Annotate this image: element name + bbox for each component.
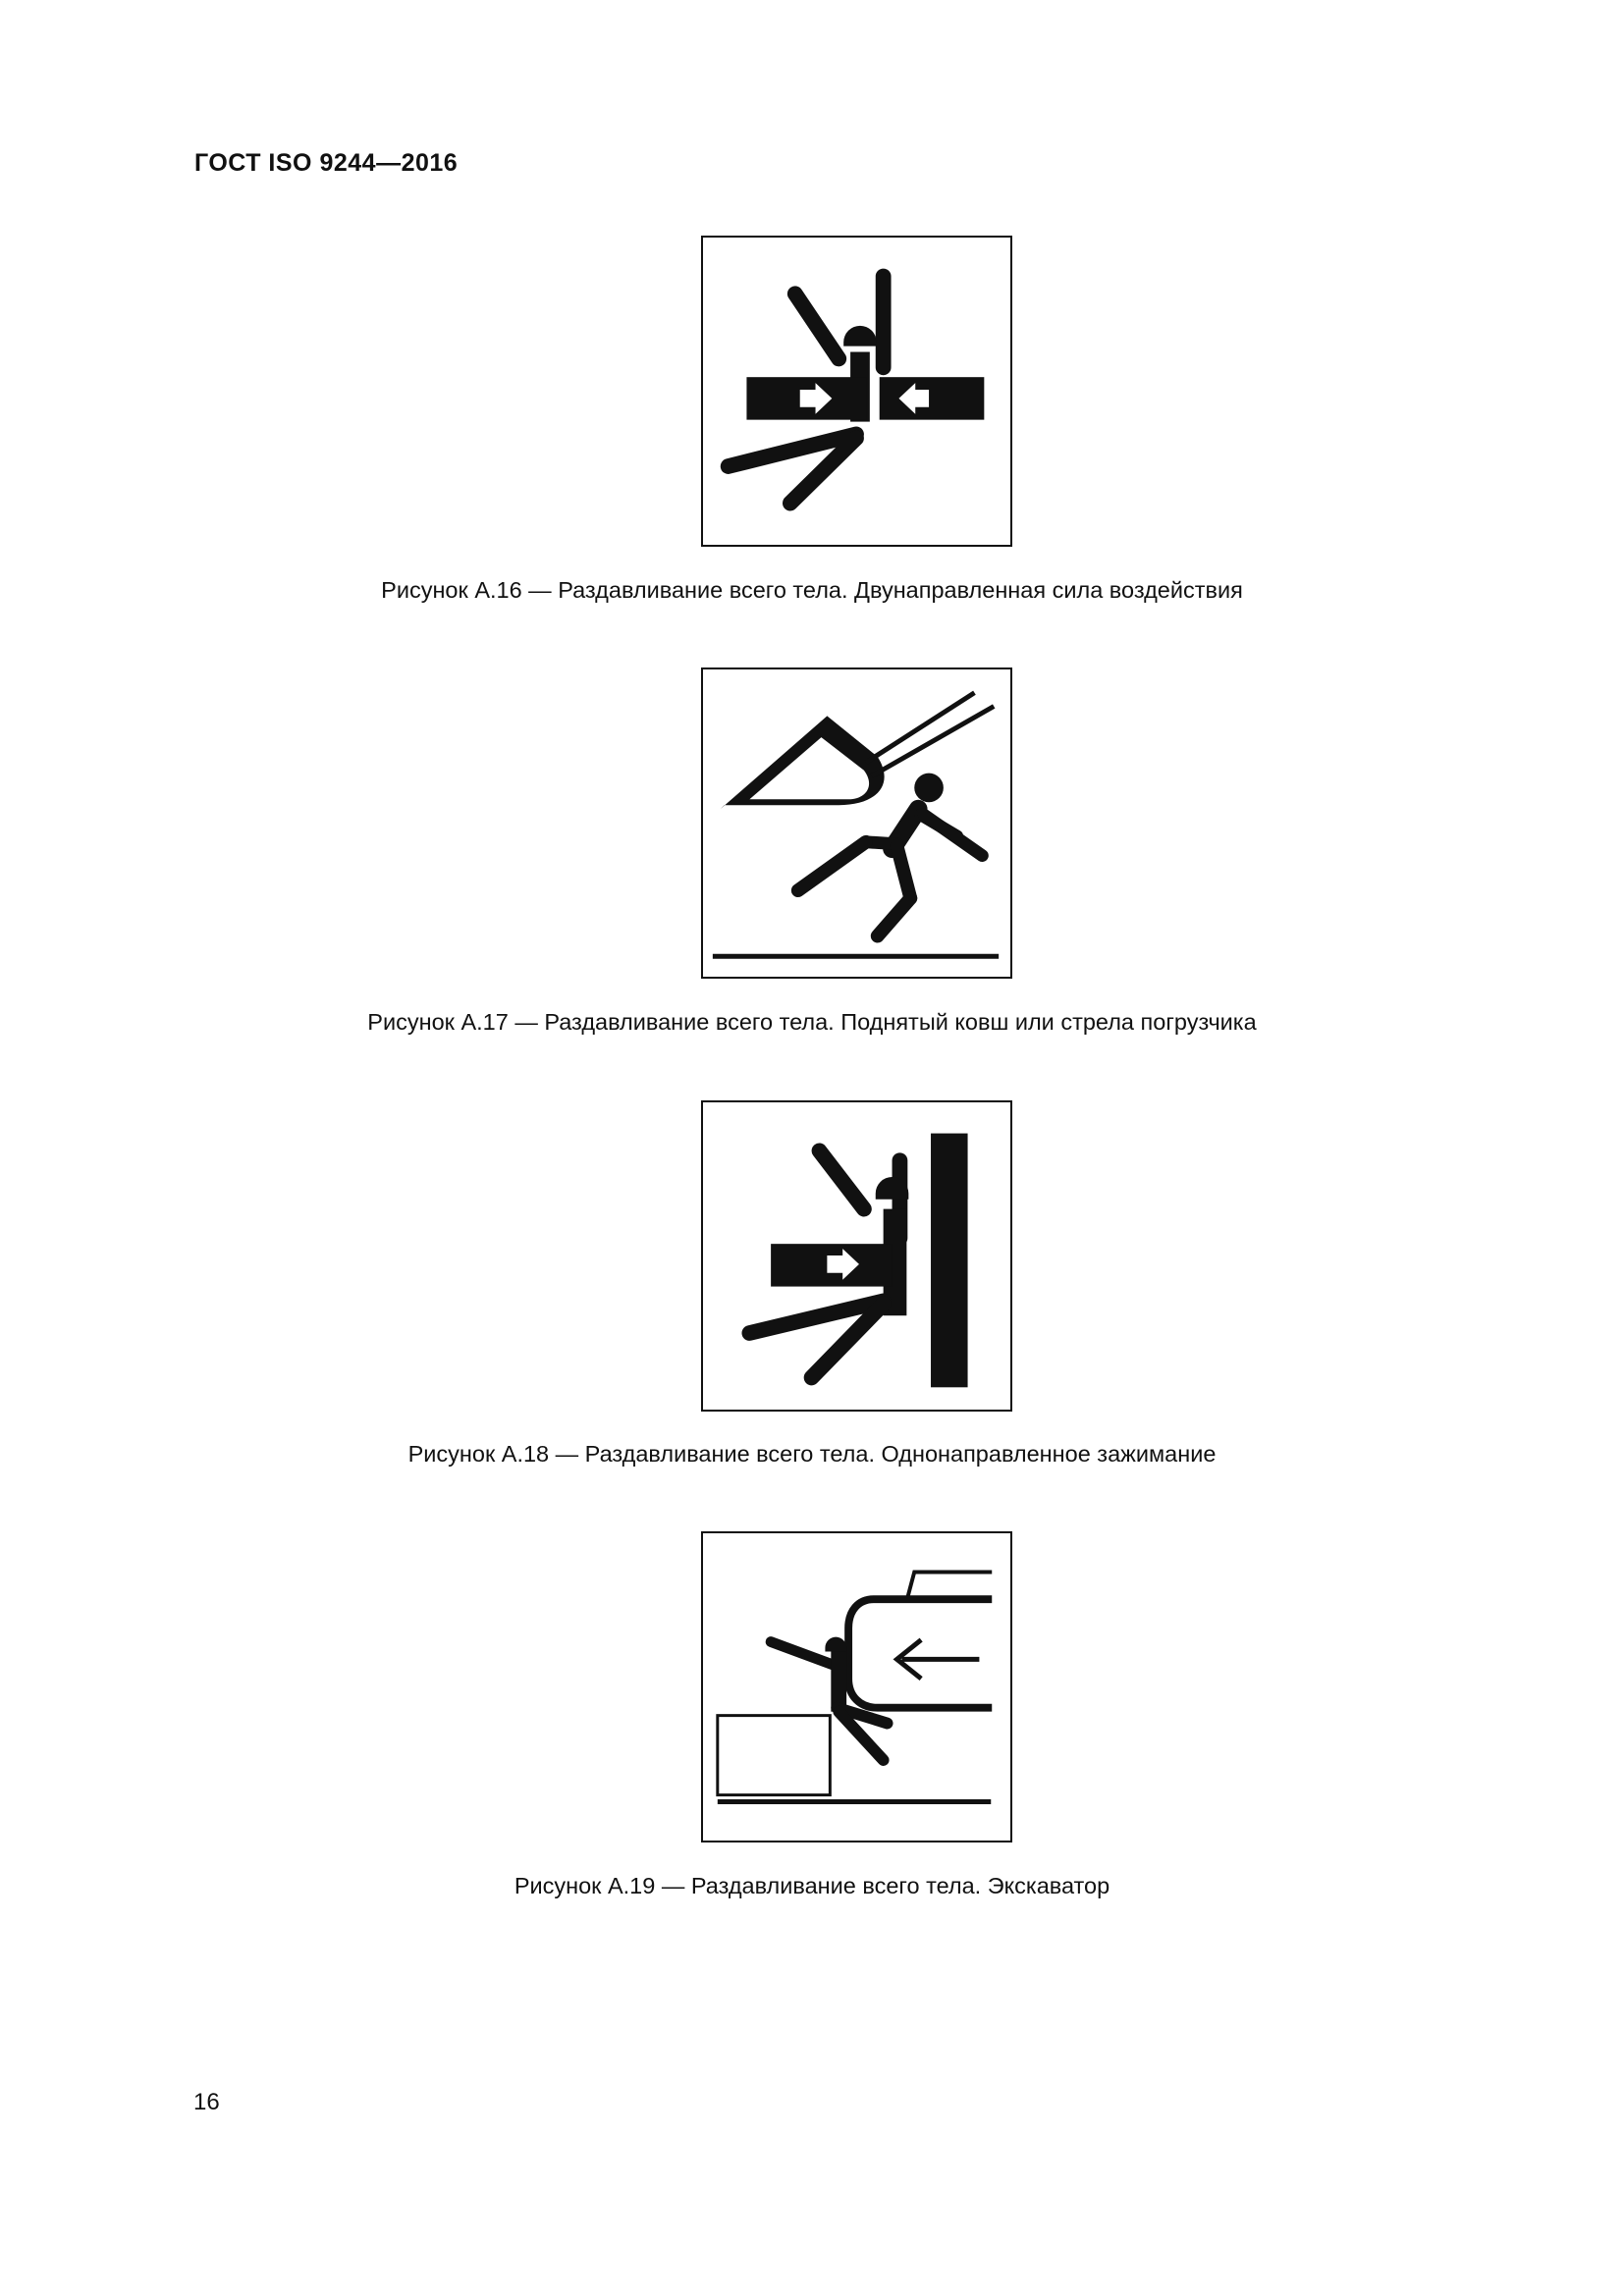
figure-a19 xyxy=(701,1531,1012,1842)
figure-a16 xyxy=(701,236,1012,547)
raised-bucket-crush-icon xyxy=(703,669,1010,977)
page-number: 16 xyxy=(193,2089,220,2115)
figure-a19-caption: Рисунок А.19 — Раздавливание всего тела. Экскаватор xyxy=(514,1873,1110,1898)
figure-a17-caption: Рисунок А.17 — Раздавливание всего тела. Поднятый ковш или стрела погрузчика xyxy=(367,1009,1257,1035)
figure-a16-caption: Рисунок А.16 — Раздавливание всего тела. Двунаправленная сила воздействия xyxy=(381,577,1243,603)
figure-a18-caption: Рисунок А.18 — Раздавливание всего тела. Однонаправленное зажимание xyxy=(407,1441,1217,1467)
excavator-crush-icon xyxy=(703,1533,1010,1841)
document-header: ГОСТ ISO 9244—2016 xyxy=(194,149,459,177)
figure-a17 xyxy=(701,667,1012,979)
two-sided-crush-icon xyxy=(703,238,1010,545)
one-sided-crush-icon xyxy=(703,1102,1010,1410)
figure-a18 xyxy=(701,1100,1012,1412)
